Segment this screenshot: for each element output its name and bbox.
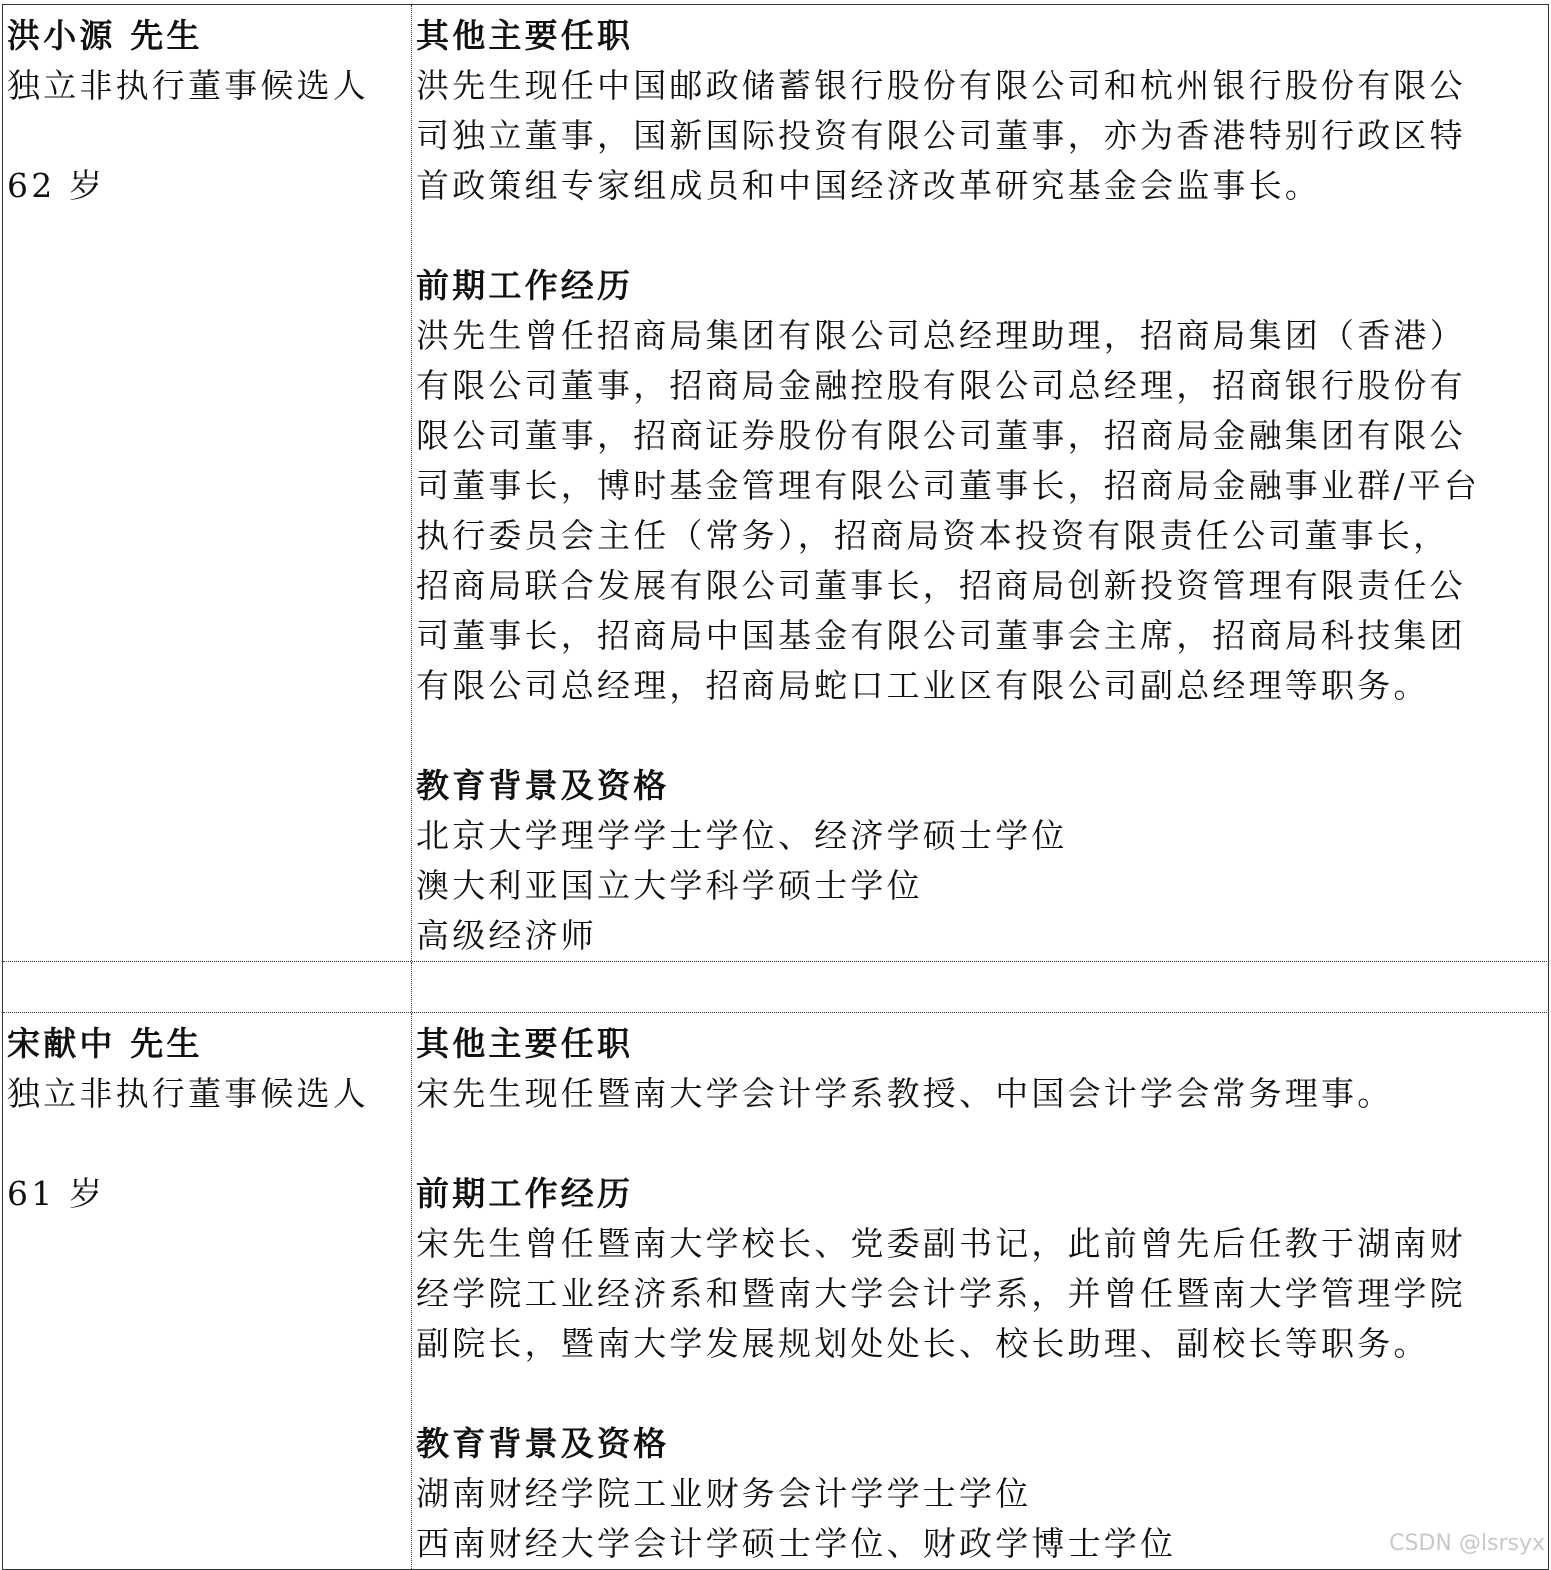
person-age: 62 岁 xyxy=(7,166,106,205)
section-heading: 前期工作经历 xyxy=(416,1174,634,1213)
blank-line xyxy=(416,211,1544,261)
section-text-line: 洪先生曾任招商局集团有限公司总经理助理，招商局集团（香港） xyxy=(416,316,1466,355)
blank-line xyxy=(7,111,407,161)
section-text-line: 有限公司董事，招商局金融控股有限公司总经理，招商银行股份有 xyxy=(416,366,1466,405)
section-text-line: 经学院工业经济系和暨南大学会计学系，并曾任暨南大学管理学院 xyxy=(416,1274,1466,1313)
person-role: 独立非执行董事候选人 xyxy=(7,1074,369,1113)
section-heading: 其他主要任职 xyxy=(416,16,634,55)
section-text-line: 西南财经大学会计学硕士学位、财政学博士学位 xyxy=(416,1524,1177,1563)
spacer-cell xyxy=(3,962,412,1012)
section-text-line: 执行委员会主任（常务），招商局资本投资有限责任公司董事长， xyxy=(416,516,1450,555)
section-text-line: 澳大利亚国立大学科学硕士学位 xyxy=(416,866,923,905)
section-text-line: 副院长，暨南大学发展规划处处长、校长助理、副校长等职务。 xyxy=(416,1324,1430,1363)
blank-line xyxy=(416,1369,1544,1419)
person-name: 宋献中 先生 xyxy=(7,1024,203,1063)
section-text-line: 湖南财经学院工业财务会计学学士学位 xyxy=(416,1474,1032,1513)
spacer-cell xyxy=(412,962,1549,1012)
person-name: 洪小源 先生 xyxy=(7,16,203,55)
blank-line xyxy=(416,1119,1544,1169)
section-text-line: 司董事长，博时基金管理有限公司董事长，招商局金融事业群/平台 xyxy=(416,466,1481,505)
section-text-line: 宋先生曾任暨南大学校长、党委副书记，此前曾先后任教于湖南财 xyxy=(416,1224,1466,1263)
blank-line xyxy=(416,711,1544,761)
person-detail-cell xyxy=(412,5,1549,961)
section-text-line: 招商局联合发展有限公司董事长，招商局创新投资管理有限责任公 xyxy=(416,566,1466,605)
person-summary-cell xyxy=(3,1013,412,1569)
person-role: 独立非执行董事候选人 xyxy=(7,66,369,105)
section-heading: 其他主要任职 xyxy=(416,1024,634,1063)
person-age: 61 岁 xyxy=(7,1174,106,1213)
section-text-line: 司独立董事，国新国际投资有限公司董事，亦为香港特别行政区特 xyxy=(416,116,1466,155)
section-heading: 教育背景及资格 xyxy=(416,766,670,805)
person-summary-cell xyxy=(3,5,412,961)
section-text-line: 北京大学理学学士学位、经济学硕士学位 xyxy=(416,816,1068,855)
section-text-line: 洪先生现任中国邮政储蓄银行股份有限公司和杭州银行股份有限公 xyxy=(416,66,1466,105)
director-profile-table xyxy=(2,4,1549,1570)
blank-line xyxy=(7,1119,407,1169)
watermark: CSDN @lsrsyx xyxy=(1389,1531,1545,1556)
person-row xyxy=(3,5,1549,962)
section-text-line: 宋先生现任暨南大学会计学系教授、中国会计学会常务理事。 xyxy=(416,1074,1394,1113)
section-text-line: 有限公司总经理，招商局蛇口工业区有限公司副总经理等职务。 xyxy=(416,666,1430,705)
spacer-row xyxy=(3,962,1549,1013)
section-text-line: 司董事长，招商局中国基金有限公司董事会主席，招商局科技集团 xyxy=(416,616,1466,655)
section-text-line: 限公司董事，招商证券股份有限公司董事，招商局金融集团有限公 xyxy=(416,416,1466,455)
section-text-line: 高级经济师 xyxy=(416,916,597,955)
section-heading: 教育背景及资格 xyxy=(416,1424,670,1463)
person-row xyxy=(3,1013,1549,1570)
section-text-line: 首政策组专家组成员和中国经济改革研究基金会监事长。 xyxy=(416,166,1321,205)
person-detail-cell xyxy=(412,1013,1549,1569)
section-heading: 前期工作经历 xyxy=(416,266,634,305)
